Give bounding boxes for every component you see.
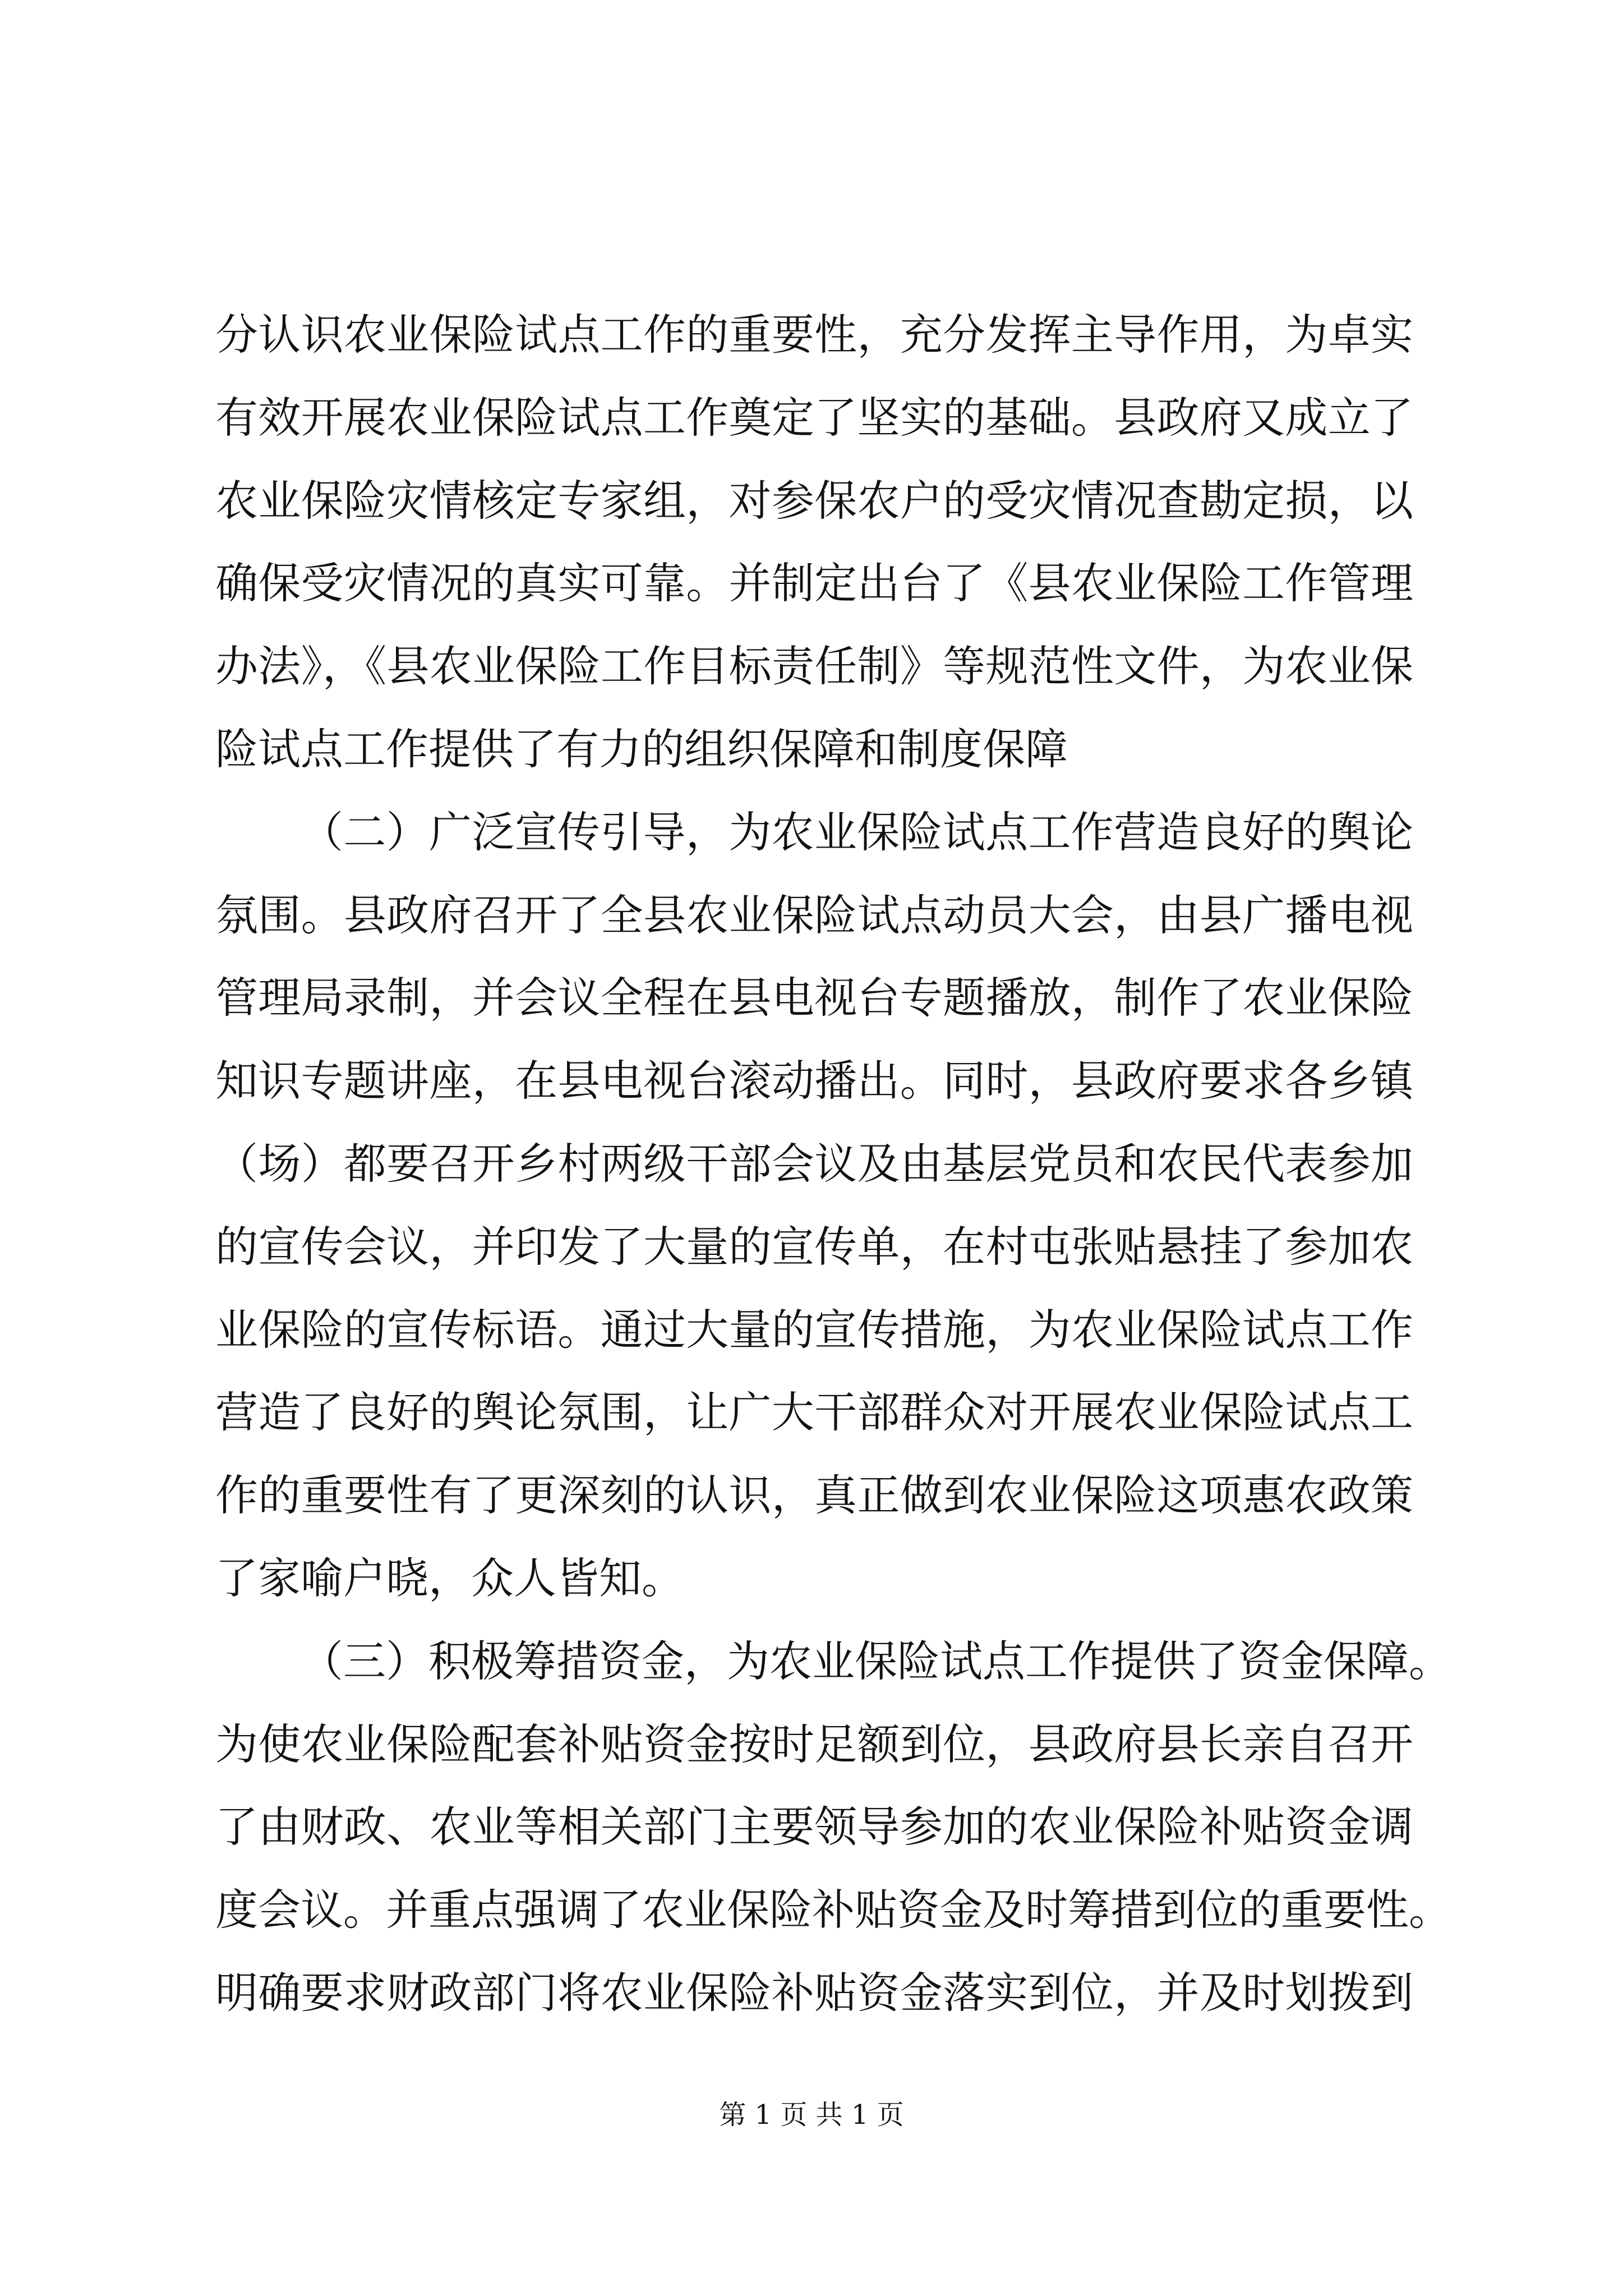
page-number-footer: 第 1 页 共 1 页 [719, 2099, 904, 2131]
text-line: 营造了良好的舆论氛围，让广大干部群众对开展农业保险试点工 [215, 1387, 1413, 1438]
text-line: 的宣传会议，并印发了大量的宣传单，在村屯张贴悬挂了参加农 [215, 1221, 1413, 1272]
text-line: 办法》，《县农业保险工作目标责任制》等规范性文件，为农业保 [215, 641, 1413, 692]
text-line: 分认识农业保险试点工作的重要性，充分发挥主导作用，为卓实 [215, 310, 1413, 360]
text-line: 业保险的宣传标语。通过大量的宣传措施，为农业保险试点工作 [215, 1304, 1413, 1355]
text-line: 为使农业保险配套补贴资金按时足额到位，县政府县长亲自召开 [215, 1719, 1413, 1769]
text-line: （场）都要召开乡村两级干部会议及由基层党员和农民代表参加 [215, 1138, 1413, 1189]
body-text [215, 293, 1451, 2035]
text-line: 管理局录制，并会议全程在县电视台专题播放，制作了农业保险 [215, 973, 1413, 1023]
section-heading-line: （三）积极筹措资金，为农业保险试点工作提供了资金保障。 [301, 1636, 1451, 1686]
text-line: 了家喻户晓，众人皆知。 [215, 1553, 684, 1603]
text-line: 险试点工作提供了有力的组织保障和制度保障 [215, 724, 1068, 774]
text-line: 确保受灾情况的真实可靠。并制定出台了《县农业保险工作管理 [215, 558, 1413, 609]
text-line: 明确要求财政部门将农业保险补贴资金落实到位，并及时划拨到 [215, 1967, 1413, 2018]
text-line: 了由财政、农业等相关部门主要领导参加的农业保险补贴资金调 [215, 1802, 1413, 1852]
text-line: 有效开展农业保险试点工作奠定了坚实的基础。县政府又成立了 [215, 392, 1413, 443]
text-line: 知识专题讲座，在县电视台滚动播出。同时，县政府要求各乡镇 [215, 1056, 1413, 1106]
text-line: 度会议。并重点强调了农业保险补贴资金及时筹措到位的重要性。 [215, 1885, 1451, 1935]
text-line: 作的重要性有了更深刻的认识，真正做到农业保险这项惠农政策 [215, 1470, 1413, 1521]
text-line: 农业保险灾情核定专家组，对参保农户的受灾情况查勘定损，以 [215, 475, 1413, 526]
text-line: 氛围。县政府召开了全县农业保险试点动员大会，由县广播电视 [215, 890, 1413, 940]
section-heading-line: （二）广泛宣传引导，为农业保险试点工作营造良好的舆论 [301, 807, 1413, 857]
